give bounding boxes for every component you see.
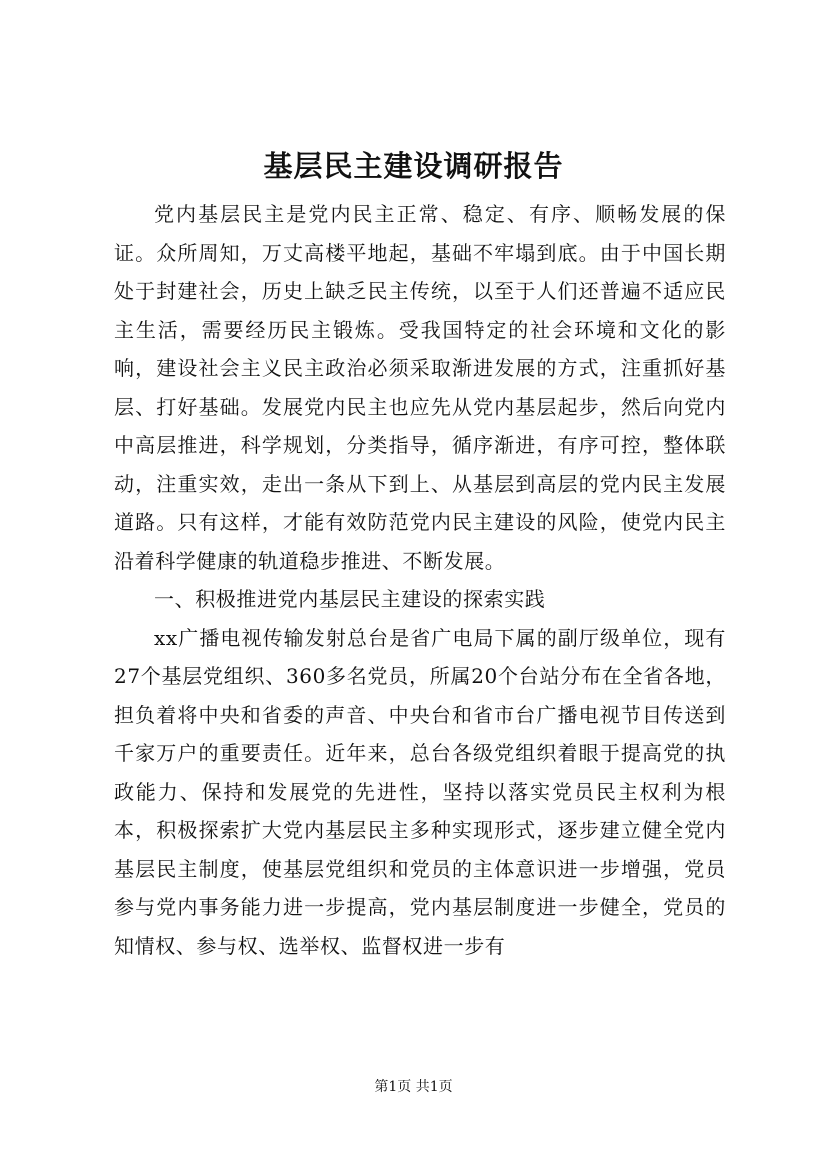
document-title: 基层民主建设调研报告 [263, 149, 564, 183]
page-footer: 第1页 共1页 [374, 1079, 453, 1095]
section-paragraph: xx广播电视传输发射总台是省广电局下属的副厅级单位，现有27个基层党组织、360多名党员，所属20个台站分布在全省各地，担负着将中央和省委的声音、中央台和省市台广播电视节目传送到千家万户的重要责任。近年来，总台各级党组织着眼于提高党的执政能力、保持和发展党的先进性，坚持以落实党员民主权利为根本，积极探索扩大党内基层民主多种实现形式，逐步建立健全党内基层民主制度，使基层党组织和党员的主体意识进一步增强，党员参与党内事务能力进一步提高，党内基层制度进一步健全，党员的知情权、参与权、选举权、监督权进一步有 [114, 625, 726, 958]
intro-paragraph: 党内基层民主是党内民主正常、稳定、有序、顺畅发展的保证。众所周知，万丈高楼平地起，基础不牢塌到底。由于中国长期处于封建社会，历史上缺乏民主传统，以至于人们还普遍不适应民主生活，需要经历民主锻炼。受我国特定的社会环境和文化的影响，建设社会主义民主政治必须采取渐进发展的方式，注重抓好基层、打好基础。发展党内民主也应先从党内基层起步，然后向党内中高层推进，科学规划，分类指导，循序渐进，有序可控，整体联动，注重实效，走出一条从下到上、从基层到高层的党内民主发展道路。只有这样，才能有效防范党内民主建设的风险，使党内民主沿着科学健康的轨道稳步推进、不断发展。 [114, 202, 726, 573]
section-heading: 一、积极推进党内基层民主建设的探索实践 [154, 587, 546, 611]
document-body [114, 195, 726, 965]
